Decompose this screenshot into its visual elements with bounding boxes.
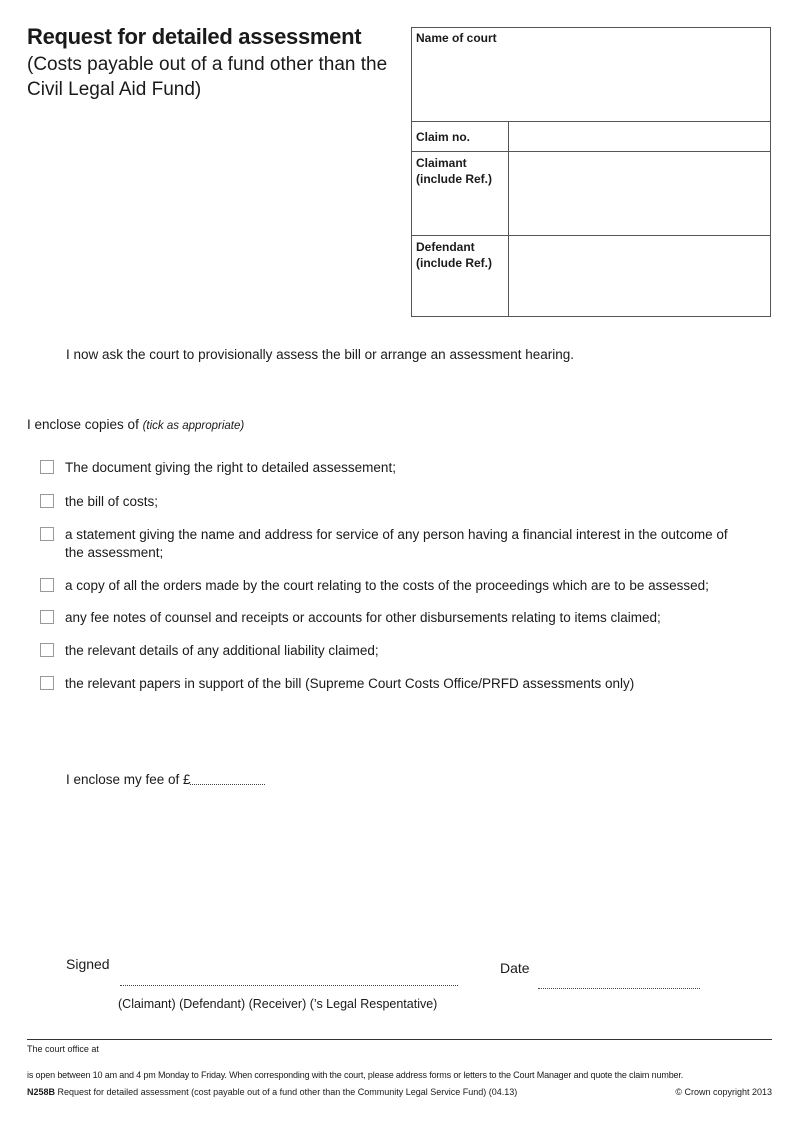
date-field[interactable] [538, 988, 700, 989]
claim-no-label: Claim no. [416, 130, 471, 144]
enclose-hint: (tick as appropriate) [142, 420, 245, 432]
signature-field[interactable] [120, 985, 458, 986]
form-code: N258B [27, 1087, 56, 1097]
signatory-caption: (Claimant) (Defendant) (Receiver) (’s Legal Respentative) [118, 997, 438, 1011]
checkbox[interactable] [40, 527, 54, 541]
checklist-label: the relevant details of any additional liability claimed; [65, 643, 379, 658]
form-reference [27, 1087, 517, 1097]
checkbox[interactable] [40, 676, 54, 690]
checklist-label: The document giving the right to detailed assessement; [65, 460, 396, 475]
form-description: Request for detailed assessment (cost payable out of a fund other than the Community Legal Service Fund) (04.13) [57, 1087, 518, 1097]
request-statement: I now ask the court to provisionally assess the bill or arrange an assessment hearing. [66, 347, 575, 362]
checkbox[interactable] [40, 610, 54, 624]
defendant-field[interactable] [508, 236, 770, 317]
claimant-row [412, 152, 770, 236]
form-title: Request for detailed assessment [27, 24, 362, 49]
name-of-court-label: Name of court [416, 31, 497, 45]
claim-no-row [412, 122, 770, 152]
date-label: Date [500, 960, 530, 976]
checkbox[interactable] [40, 643, 54, 657]
defendant-ref-label: (include Ref.) [416, 256, 493, 270]
claimant-ref-label: (include Ref.) [416, 172, 493, 186]
court-details-box [411, 27, 771, 317]
claimant-field[interactable] [508, 152, 770, 235]
fee-amount-field[interactable] [190, 784, 265, 785]
court-office-text: The court office at [27, 1044, 99, 1054]
claim-no-field[interactable] [508, 122, 770, 151]
checkbox[interactable] [40, 460, 54, 474]
form-subtitle: (Costs payable out of a fund other than the Civil Legal Aid Fund) [27, 54, 388, 100]
checklist-label: a copy of all the orders made by the court relating to the costs of the proceedings which are to be assessed; [65, 578, 709, 593]
signed-label: Signed [66, 956, 110, 972]
enclose-intro: I enclose copies of [27, 417, 139, 432]
checklist-label: any fee notes of counsel and receipts or accounts for other disbursements relating to items claimed; [65, 610, 661, 625]
checkbox[interactable] [40, 494, 54, 508]
claimant-label: Claimant [416, 156, 467, 170]
checklist-label: a statement giving the name and address for service of any person having a financial interest in the outcome of the assessment; [65, 527, 728, 560]
name-of-court-field[interactable] [412, 28, 770, 122]
enclose-intro-line [27, 417, 244, 432]
checkbox[interactable] [40, 578, 54, 592]
copyright: © Crown copyright 2013 [675, 1087, 772, 1097]
defendant-row [412, 236, 770, 317]
office-hours-note: is open between 10 am and 4 pm Monday to Friday. When corresponding with the court, please address forms or letters to the Court Manager and quote the claim number. [27, 1070, 684, 1080]
fee-label: I enclose my fee of £ [66, 772, 191, 787]
checklist-label: the relevant papers in support of the bill (Supreme Court Costs Office/PRFD assessments only) [65, 676, 635, 691]
footer-divider [27, 1039, 772, 1040]
defendant-label: Defendant [416, 240, 475, 254]
checklist-label: the bill of costs; [65, 494, 159, 509]
